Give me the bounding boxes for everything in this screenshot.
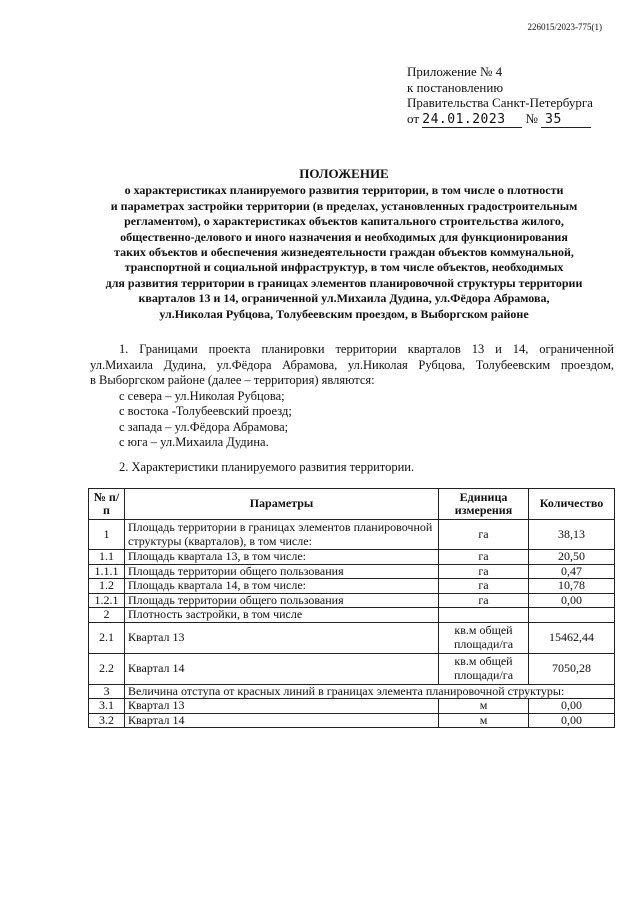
section-1-line-1: 1. Границами проекта планировки территории кварталов 13 и 14, ограниченной: [119, 342, 614, 356]
decree-number: 35: [541, 112, 591, 129]
row-param: Плотность застройки, в том числе: [125, 608, 439, 623]
table-row: [89, 520, 615, 550]
row-num: 3: [89, 684, 125, 699]
row-num: 3.1: [89, 699, 125, 714]
appendix-line-3: Правительства Санкт-Петербурга: [407, 95, 593, 110]
title-line: для развития территории в границах элементов планировочной структуры территории: [105, 275, 583, 290]
row-qty: 38,13: [529, 520, 615, 550]
row-qty: [529, 608, 615, 623]
title-line: таких объектов и обеспечения жизнедеятельности граждан объектов коммунальной,: [114, 245, 574, 260]
row-param: Площадь квартала 13, в том числе:: [125, 550, 439, 565]
table-row: [89, 699, 615, 714]
table-row: [89, 564, 615, 579]
row-param: Квартал 13: [125, 699, 439, 714]
boundary-west: с запада – ул.Фёдора Абрамова;: [119, 419, 289, 434]
row-qty: 0,47: [529, 564, 615, 579]
row-num: 3.2: [89, 713, 125, 728]
header-qty: Количество: [529, 489, 615, 520]
table-row: [89, 653, 615, 684]
row-num: 2: [89, 608, 125, 623]
boundary-north: с севера – ул.Николая Рубцова;: [119, 388, 285, 403]
row-unit: [439, 608, 529, 623]
row-qty: 0,00: [529, 699, 615, 714]
row-qty: 20,50: [529, 550, 615, 565]
row-num: 2.1: [89, 622, 125, 653]
document-title: [70, 166, 618, 322]
row-unit: м: [439, 699, 529, 714]
row-qty: 10,78: [529, 579, 615, 594]
row-num: 1.1.1: [89, 564, 125, 579]
row-unit: га: [439, 579, 529, 594]
row-num: 1.2: [89, 579, 125, 594]
table-row: [89, 550, 615, 565]
row-param: Величина отступа от красных линий в границах элемента планировочной структуры:: [125, 684, 615, 699]
number-label: №: [525, 110, 538, 126]
table-row: [89, 713, 615, 728]
section-2-heading: 2. Характеристики планируемого развития территории.: [119, 460, 415, 474]
row-param: Квартал 14: [125, 653, 439, 684]
row-param: Квартал 13: [125, 622, 439, 653]
title-line: общественно-делового и иного назначения и необходимых для функционирования: [120, 229, 568, 244]
row-qty: 15462,44: [529, 622, 615, 653]
row-param: Площадь территории в границах элементов планировочной структуры (кварталов), в том числе:: [125, 520, 439, 550]
row-param: Площадь территории общего пользования: [125, 593, 439, 608]
section-1: [90, 342, 614, 451]
row-unit: га: [439, 593, 529, 608]
row-param: Площадь территории общего пользования: [125, 564, 439, 579]
boundary-south: с юга – ул.Михаила Дудина.: [119, 435, 269, 449]
parameters-table: [88, 488, 615, 728]
appendix-date-line: [407, 111, 593, 129]
title-line: транспортной и социальной инфраструктур, в том числе объектов, необходимых: [124, 260, 564, 275]
decree-date: 24.01.2023: [422, 112, 522, 129]
row-unit: га: [439, 520, 529, 550]
table-row: [89, 684, 615, 699]
row-unit: кв.м общей площади/га: [439, 622, 529, 653]
header-param: Параметры: [125, 489, 439, 520]
title-line: кварталов 13 и 14, ограниченной ул.Михаила Дудина, ул.Фёдора Абрамова,: [138, 291, 550, 306]
row-num: 1: [89, 520, 125, 550]
table-row: [89, 579, 615, 594]
row-num: 2.2: [89, 653, 125, 684]
appendix-line-1: Приложение № 4: [407, 64, 503, 79]
header-num: № п/п: [89, 489, 125, 520]
row-num: 1.1: [89, 550, 125, 565]
appendix-line-2: к постановлению: [407, 79, 504, 95]
document-id: 226015/2023-775(1): [527, 22, 602, 32]
section-1-line-3: в Выборгском районе (далее – территория) являются:: [90, 373, 375, 387]
row-param: Площадь квартала 14, в том числе:: [125, 579, 439, 594]
row-unit: га: [439, 550, 529, 565]
row-qty: 0,00: [529, 713, 615, 728]
table-row: [89, 608, 615, 623]
row-unit: кв.м общей площади/га: [439, 653, 529, 684]
title-heading: ПОЛОЖЕНИЕ: [299, 166, 389, 181]
table-row: [89, 593, 615, 608]
title-line: регламентом), о характеристиках объектов капитального строительства жилого,: [124, 214, 564, 229]
from-label: от: [407, 110, 420, 126]
row-unit: м: [439, 713, 529, 728]
row-qty: 0,00: [529, 593, 615, 608]
table-row: [89, 622, 615, 653]
row-param: Квартал 14: [125, 713, 439, 728]
row-qty: 7050,28: [529, 653, 615, 684]
title-line: о характеристиках планируемого развития территории, в том числе о плотности: [124, 183, 564, 198]
title-line: ул.Николая Рубцова, Толубеевским проездом, в Выборгском районе: [159, 306, 529, 321]
row-num: 1.2.1: [89, 593, 125, 608]
boundary-east: с востока -Толубеевский проезд;: [119, 404, 292, 418]
row-unit: га: [439, 564, 529, 579]
title-line: и параметрах застройки территории (в пределах, установленных градостроительным: [110, 198, 578, 213]
section-1-line-2: ул.Михаила Дудина, ул.Фёдора Абрамова, ул.Николая Рубцова, Толубеевским проездом,: [90, 357, 614, 372]
header-unit: Единица измерения: [439, 489, 529, 520]
appendix-block: [407, 64, 593, 128]
